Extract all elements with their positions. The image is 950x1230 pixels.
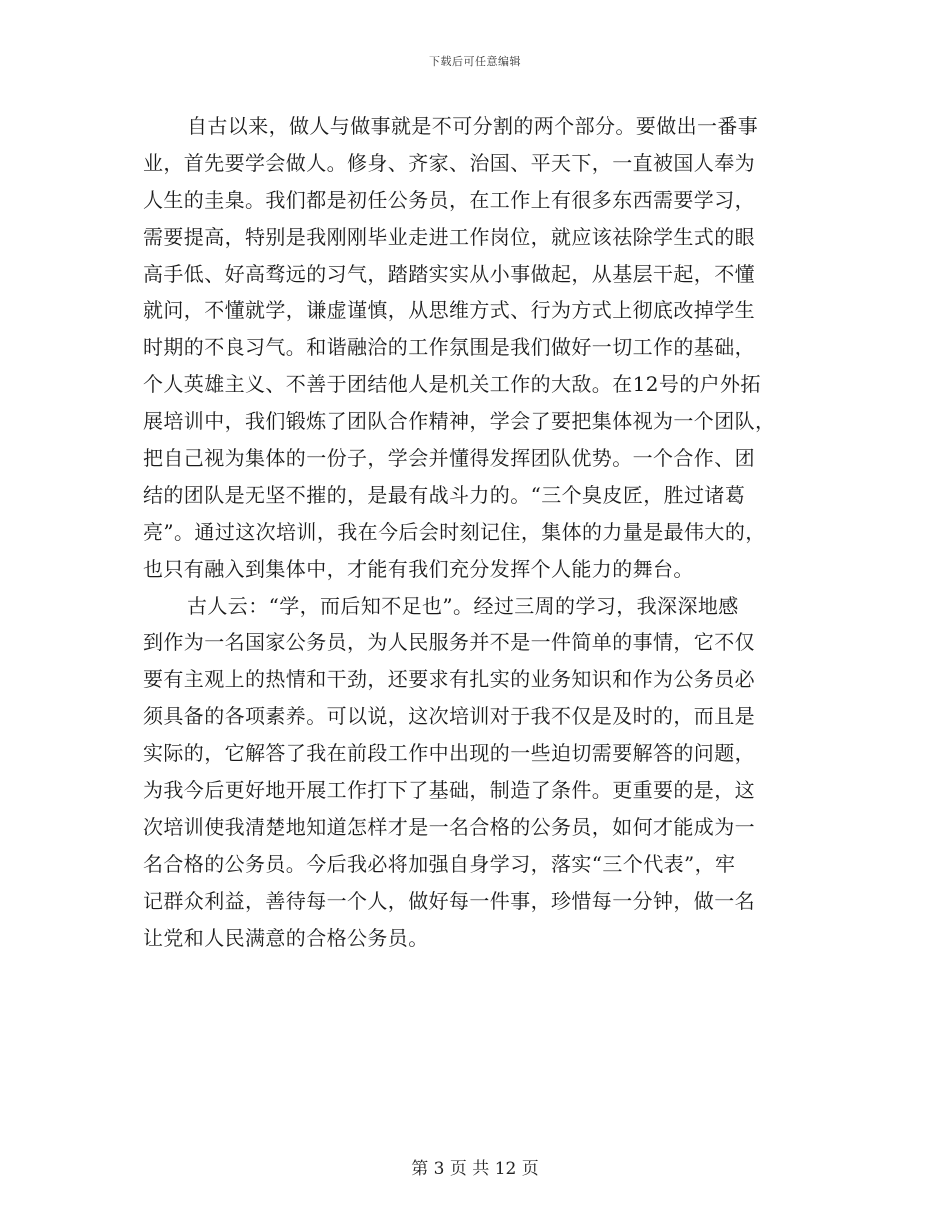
text-line: 把自己视为集体的一份子，学会并懂得发挥团队优势。一个合作、团 (143, 446, 755, 471)
text-line: 实际的，它解答了我在前段工作中出现的一些迫切需要解答的问题， (143, 741, 755, 766)
text-line: 自古以来，做人与做事就是不可分割的两个部分。要做出一番事 (187, 114, 759, 138)
text-line: 结的团队是无坚不摧的，是最有战斗力的。“三个臭皮匠，胜过诸葛 (143, 482, 746, 507)
text-line: 就问，不懂就学，谦虚谨慎，从思维方式、行为方式上彻底改掉学生 (143, 298, 755, 323)
text-line: 为我今后更好地开展工作打下了基础，制造了条件。更重要的是，这 (143, 778, 755, 803)
paragraph-2 (143, 588, 807, 957)
text-line: 个人英雄主义、不善于团结他人是机关工作的大敌。在12号的户外拓 (143, 372, 761, 397)
text-line: 名合格的公务员。今后我必将加强自身学习，落实“三个代表”，牢 (143, 851, 736, 876)
text-line: 次培训使我清楚地知道怎样才是一名合格的公务员，如何才能成为一 (143, 814, 755, 839)
text-line: 亮”。通过这次培训，我在今后会时刻记住，集体的力量是最伟大的， (143, 519, 766, 544)
text-line: 到作为一名国家公务员，为人民服务并不是一件简单的事情，它不仅 (143, 630, 755, 655)
text-line: 也只有融入到集体中，才能有我们充分发挥个人能力的舞台。 (143, 556, 694, 581)
text-line: 时期的不良习气。和谐融洽的工作氛围是我们做好一切工作的基础， (143, 335, 755, 360)
text-line: 人生的圭臬。我们都是初任公务员，在工作上有很多东西需要学习， (143, 187, 755, 212)
text-line: 业，首先要学会做人。修身、齐家、治国、平天下，一直被国人奉为 (143, 150, 755, 175)
document-body (143, 108, 807, 956)
text-line: 需要提高，特别是我刚刚毕业走进工作岗位，就应该祛除学生式的眼 (143, 224, 755, 249)
text-line: 让党和人民满意的合格公务员。 (143, 925, 429, 950)
text-line: 须具备的各项素养。可以说，这次培训对于我不仅是及时的，而且是 (143, 704, 755, 729)
paragraph-1 (143, 108, 807, 588)
text-line: 展培训中，我们锻炼了团队合作精神，学会了要把集体视为一个团队， (143, 409, 776, 434)
text-line: 记群众利益，善待每一个人，做好每一件事，珍惜每一分钟，做一名 (143, 888, 755, 913)
page-header: 下载后可任意编辑 (429, 55, 521, 68)
text-line: 高手低、好高骛远的习气，踏踏实实从小事做起，从基层干起，不懂 (143, 261, 755, 286)
text-line: 要有主观上的热情和干劲，还要求有扎实的业务知识和作为公务员必 (143, 667, 755, 692)
text-line: 古人云：“学，而后知不足也”。经过三周的学习，我深深地感 (187, 593, 739, 618)
page-number-footer: 第 3 页 共 12 页 (411, 1159, 539, 1179)
